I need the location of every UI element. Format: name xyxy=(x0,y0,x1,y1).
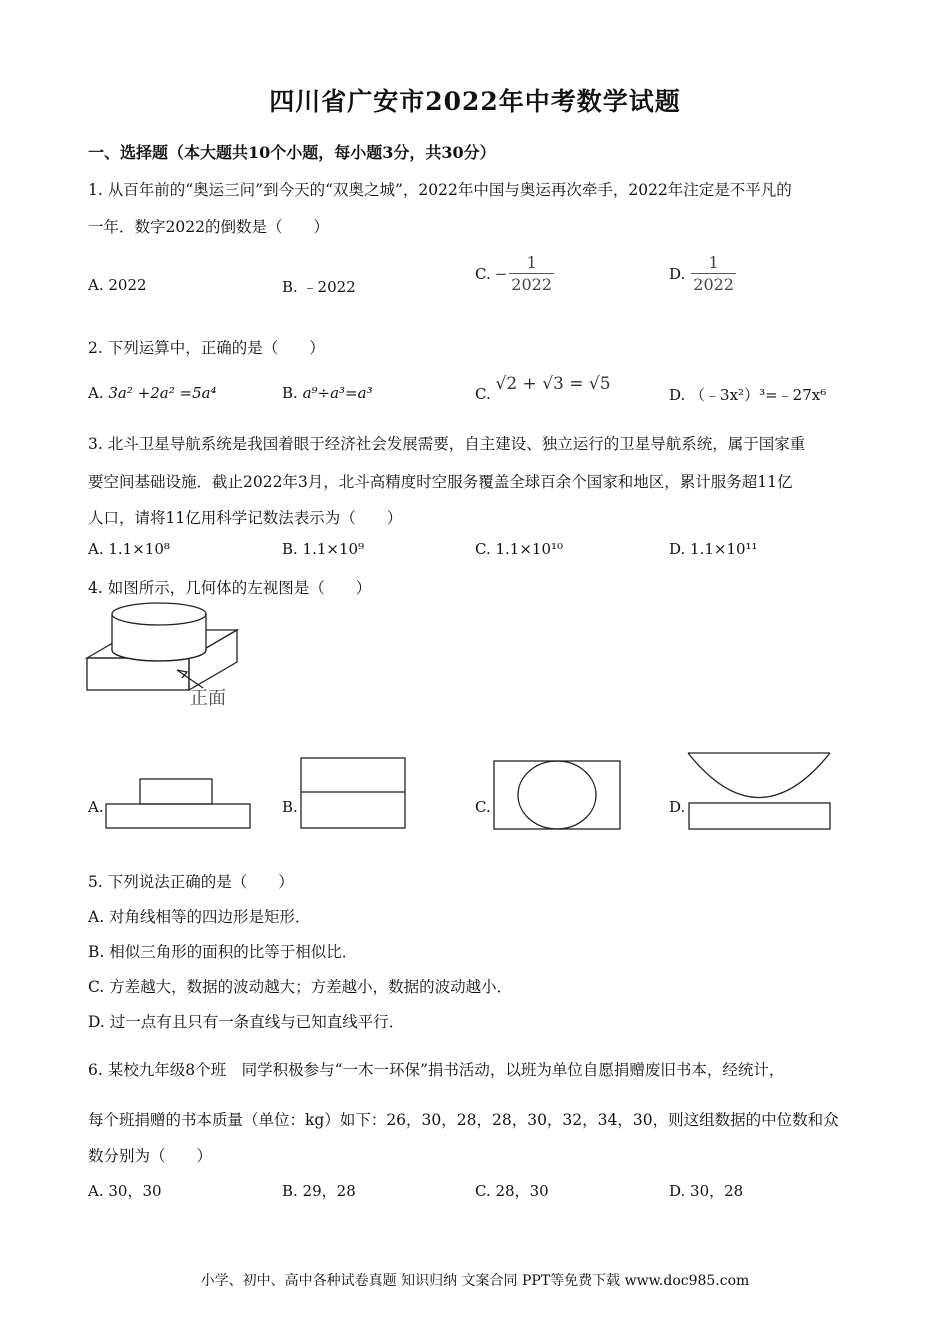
q1-option-c xyxy=(475,250,554,298)
q2-option-a-expr: 3a² +2a² =5a⁴ xyxy=(108,384,217,402)
q4-option-c-label: C. xyxy=(475,798,491,816)
q4-option-d-figure xyxy=(686,750,832,832)
q3-stem-line3: 人口，请将11亿用科学记数法表示为（ ） xyxy=(88,509,403,527)
page-footer: 小学、初中、高中各种试卷真题 知识归纳 文案合同 PPT等免费下载 www.doc985.com xyxy=(200,1273,750,1289)
page-title: 四川省广安市2022年中考数学试题 xyxy=(269,87,681,116)
q1-option-b: B. ﹣2022 xyxy=(282,278,356,296)
q5-option-d: D. 过一点有且只有一条直线与已知直线平行． xyxy=(88,1013,405,1031)
q1-option-d-denominator: 2022 xyxy=(693,274,734,294)
q3-stem-line1: 3. 北斗卫星导航系统是我国着眼于经济社会发展需要，自主建设、独立运行的卫星导航系统，属于国家重 xyxy=(88,435,806,453)
q4-option-b-label: B. xyxy=(282,798,298,816)
section-heading: 一、选择题（本大题共10个小题，每小题3分，共30分） xyxy=(88,143,496,162)
q2-option-a xyxy=(88,384,217,402)
slab-front-face xyxy=(87,658,189,690)
q1-stem-line2: 一年．数字2022的倒数是（ ） xyxy=(88,218,329,236)
q1-option-c-label: C. xyxy=(475,265,491,283)
q1-stem-line1: 1. 从百年前的“奥运三问”到今天的“双奥之城”，2022年中国与奥运再次牵手，2022年注定是不平凡的 xyxy=(88,181,792,199)
q4-option-b-figure xyxy=(298,755,408,831)
q1-option-c-numerator: 1 xyxy=(509,253,554,274)
q5-option-c: C. 方差越大，数据的波动越大；方差越小，数据的波动越小． xyxy=(88,978,513,996)
q1-option-c-sign: − xyxy=(494,265,508,283)
q2-option-c-label: C. xyxy=(475,385,491,403)
q2-option-d xyxy=(669,384,826,405)
q1-option-d-label: D. xyxy=(669,265,686,283)
q1-option-c-denominator: 2022 xyxy=(511,274,553,294)
q5-stem: 5. 下列说法正确的是（ ） xyxy=(88,873,294,891)
q2-option-c xyxy=(475,374,611,404)
q1-option-d-fraction xyxy=(691,253,736,296)
q2-option-a-label: A. xyxy=(88,384,104,402)
q6-stem-line3: 数分别为（ ） xyxy=(88,1147,213,1165)
q2-option-b-expr: a⁹÷a³=a³ xyxy=(302,384,373,402)
q4-option-a-label: A. xyxy=(88,798,104,816)
q6-option-b: B. 29，28 xyxy=(282,1182,356,1200)
arrow-line xyxy=(177,670,203,688)
q6-stem-line1: 6. 某校九年级8个班 同学积极参与“一木一环保”捐书活动，以班为单位自愿捐赠废旧书本，经统计， xyxy=(88,1061,785,1079)
q1-option-d-numerator: 1 xyxy=(691,253,736,274)
q6-stem-line2: 每个班捐赠的书本质量（单位：kg）如下：26，30，28，28，30，32，34，30，则这组数据的中位数和众 xyxy=(88,1111,839,1129)
q4-option-d-label: D. xyxy=(669,798,686,816)
q2-option-b-label: B. xyxy=(282,384,298,402)
q2-option-b xyxy=(282,384,373,402)
q5-option-b: B. 相似三角形的面积的比等于相似比． xyxy=(88,943,358,961)
q2-stem: 2. 下列运算中，正确的是（ ） xyxy=(88,339,325,357)
q4-option-a-figure xyxy=(104,775,254,831)
q5-option-a: A. 对角线相等的四边形是矩形． xyxy=(88,908,311,926)
cylinder-top xyxy=(112,603,206,625)
q6-option-a: A. 30，30 xyxy=(88,1182,162,1200)
q4-option-c-figure xyxy=(491,758,623,832)
q2-option-d-label: D. xyxy=(669,386,686,404)
q1-option-a: A. 2022 xyxy=(88,276,147,294)
q1-option-d xyxy=(669,250,736,298)
q3-option-b: B. 1.1×10⁹ xyxy=(282,540,365,558)
q4-stem: 4. 如图所示，几何体的左视图是（ ） xyxy=(88,579,372,597)
q3-option-a: A. 1.1×10⁸ xyxy=(88,540,170,558)
q2-option-d-expr: （﹣3x²）³=﹣27x⁶ xyxy=(690,386,827,404)
q6-option-d: D. 30，28 xyxy=(669,1182,744,1200)
q3-option-d: D. 1.1×10¹¹ xyxy=(669,540,758,558)
q2-option-c-expr: √2 + √3 = √5 xyxy=(495,374,611,394)
q3-stem-line2: 要空间基础设施．截止2022年3月，北斗高精度时空服务覆盖全球百余个国家和地区，累计服务超11亿 xyxy=(88,473,793,491)
q4-solid-figure xyxy=(85,600,255,715)
q6-option-c: C. 28，30 xyxy=(475,1182,549,1200)
q3-option-c: C. 1.1×10¹⁰ xyxy=(475,540,564,558)
front-label: 正面 xyxy=(190,688,226,709)
q1-option-c-fraction xyxy=(509,253,554,296)
